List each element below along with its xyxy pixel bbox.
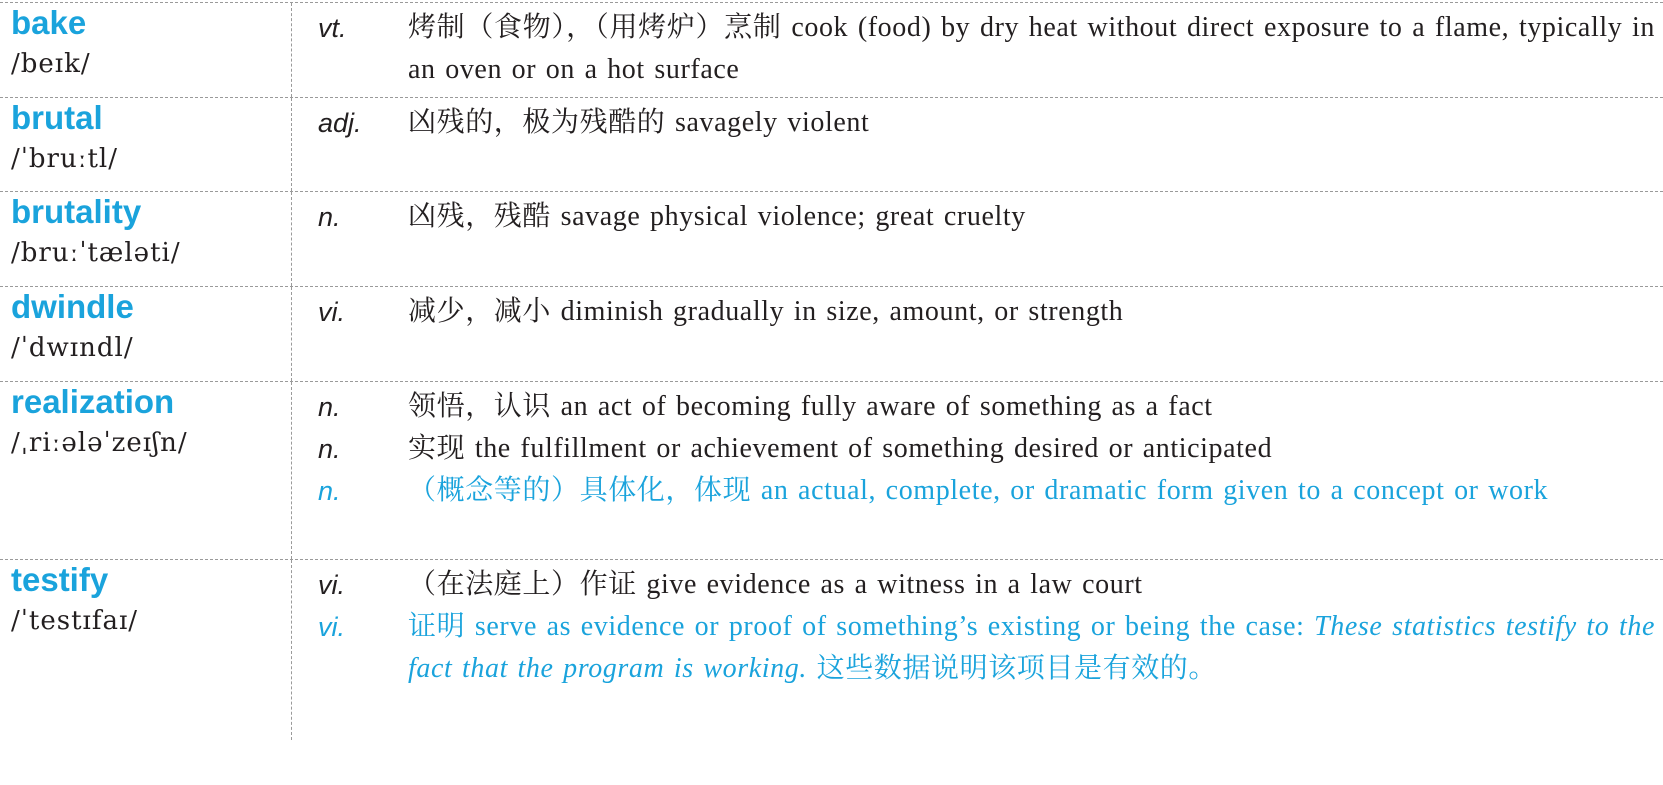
definition-cn: 实现 bbox=[408, 433, 466, 464]
definition-en: the fulfillment or achievement of something desired or anticipated bbox=[474, 433, 1273, 464]
definition bbox=[408, 7, 1663, 91]
example-translation: 这些数据说明该项目是有效的。 bbox=[816, 653, 1217, 684]
definition-cn: 领悟，认识 bbox=[408, 391, 552, 422]
word-cell bbox=[0, 382, 292, 559]
definition-cn: 凶残的，极为残酷的 bbox=[408, 107, 666, 138]
part-of-speech: n. bbox=[318, 476, 341, 506]
example-sentence: These statistics testify to the fact that the program is working. bbox=[408, 611, 1656, 684]
part-of-speech: n. bbox=[318, 392, 341, 422]
headword: realization bbox=[11, 383, 175, 420]
definition-cn: （在法庭上）作证 bbox=[408, 569, 637, 600]
headword: testify bbox=[11, 561, 109, 598]
definition bbox=[408, 428, 1663, 470]
headword: dwindle bbox=[11, 288, 134, 325]
sense bbox=[292, 196, 1663, 238]
definition bbox=[408, 564, 1663, 606]
word-cell bbox=[0, 287, 292, 381]
part-of-speech: vi. bbox=[318, 612, 345, 642]
definition-en: savagely violent bbox=[675, 107, 870, 138]
definition bbox=[408, 606, 1663, 690]
phonetic: /beɪk/ bbox=[11, 49, 91, 79]
definition-cn: 烤制（食物），（用烤炉）烹制 bbox=[408, 12, 782, 43]
entry-row-brutal bbox=[0, 98, 1663, 192]
sense-list bbox=[292, 192, 1663, 286]
definition-en: give evidence as a witness in a law court bbox=[646, 569, 1143, 600]
part-of-speech: adj. bbox=[318, 108, 362, 138]
entry-row-dwindle bbox=[0, 287, 1663, 382]
definition-cn: 减少，减小 bbox=[408, 296, 552, 327]
definition bbox=[408, 102, 1663, 144]
part-of-speech: vi. bbox=[318, 297, 345, 327]
part-of-speech: vi. bbox=[318, 570, 345, 600]
definition bbox=[408, 291, 1663, 333]
definition-en: an act of becoming fully aware of something as a fact bbox=[560, 391, 1213, 422]
definition-en: an actual, complete, or dramatic form given to a concept or work bbox=[760, 475, 1549, 506]
definition bbox=[408, 386, 1663, 428]
phonetic: /bruːˈtæləti/ bbox=[11, 238, 181, 268]
word-cell bbox=[0, 192, 292, 286]
headword: brutal bbox=[11, 99, 103, 136]
part-of-speech: vt. bbox=[318, 13, 347, 43]
sense bbox=[292, 7, 1663, 91]
word-cell bbox=[0, 560, 292, 740]
part-of-speech: n. bbox=[318, 202, 341, 232]
vocabulary-table bbox=[0, 2, 1663, 740]
sense-list bbox=[292, 98, 1663, 191]
sense-list bbox=[292, 382, 1663, 559]
definition-cn: （概念等的）具体化，体现 bbox=[408, 475, 752, 506]
sense-list bbox=[292, 3, 1663, 97]
phonetic: /ˈdwɪndl/ bbox=[11, 333, 134, 363]
sense-list bbox=[292, 560, 1663, 740]
phonetic: /ˈtestɪfaɪ/ bbox=[11, 606, 139, 636]
headword: brutality bbox=[11, 193, 142, 230]
definition-cn: 凶残，残酷 bbox=[408, 201, 552, 232]
definition bbox=[408, 196, 1663, 238]
definition bbox=[408, 470, 1663, 512]
definition-cn: 证明 bbox=[408, 611, 466, 642]
sense-highlighted bbox=[292, 470, 1663, 512]
sense bbox=[292, 291, 1663, 333]
phonetic: /ˈbruːtl/ bbox=[11, 144, 119, 174]
sense-highlighted bbox=[292, 606, 1663, 690]
definition-en: savage physical violence; great cruelty bbox=[560, 201, 1026, 232]
entry-row-testify bbox=[0, 560, 1663, 740]
word-cell bbox=[0, 98, 292, 191]
entry-row-realization bbox=[0, 382, 1663, 560]
definition-en: cook (food) by dry heat without direct exposure to a flame, typically in an oven or on a hot surface bbox=[408, 12, 1655, 85]
sense bbox=[292, 564, 1663, 606]
entry-row-bake bbox=[0, 2, 1663, 98]
entry-row-brutality bbox=[0, 192, 1663, 287]
headword: bake bbox=[11, 4, 87, 41]
definition-en: serve as evidence or proof of something’s existing or being the case: bbox=[474, 611, 1305, 642]
definition-en: diminish gradually in size, amount, or strength bbox=[560, 296, 1124, 327]
sense-list bbox=[292, 287, 1663, 381]
sense bbox=[292, 102, 1663, 144]
phonetic: /ˌriːələˈzeɪʃn/ bbox=[11, 428, 188, 458]
sense bbox=[292, 428, 1663, 470]
word-cell bbox=[0, 3, 292, 97]
part-of-speech: n. bbox=[318, 434, 341, 464]
sense bbox=[292, 386, 1663, 428]
